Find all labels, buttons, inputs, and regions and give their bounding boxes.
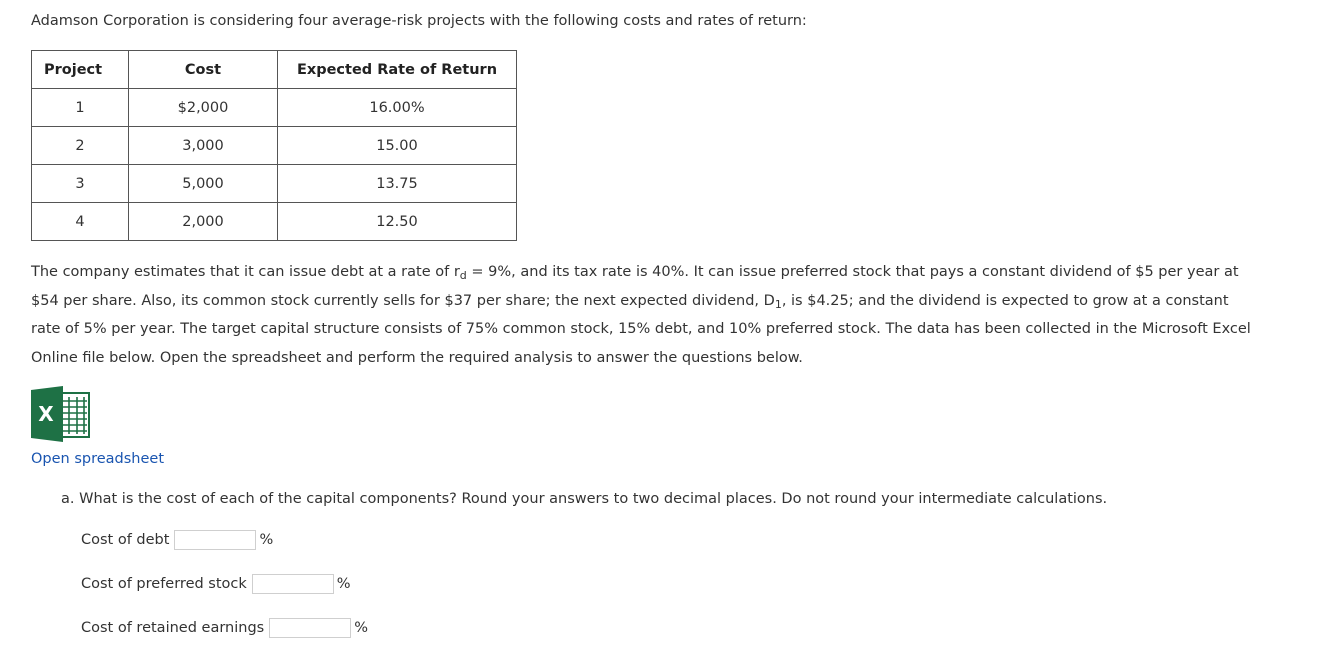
cell-cost: 2,000 [129, 203, 278, 241]
table-row [32, 127, 517, 165]
paragraph-text: $54 per share. Also, its common stock currently sells for $37 per share; the next expected dividend, D [31, 292, 775, 309]
header-expected-return: Expected Rate of Return [278, 51, 517, 89]
cost-of-retained-input[interactable] [269, 618, 351, 638]
cost-of-retained-row [81, 616, 368, 640]
paragraph-text: , is $4.25; and the dividend is expected to grow at a constant [781, 292, 1229, 309]
percent-sign: % [354, 620, 368, 636]
cost-of-retained-label: Cost of retained earnings [81, 620, 265, 636]
cell-cost: 5,000 [129, 165, 278, 203]
percent-sign: % [259, 532, 274, 548]
table-row [32, 89, 517, 127]
cell-return: 16.00% [278, 89, 517, 127]
subscript-1: 1 [774, 297, 782, 311]
paragraph-text: = 9%, and its tax rate is 40%. It can issue preferred stock that pays a constant dividend of $5 per year at [466, 264, 1239, 280]
cell-cost: $2,000 [129, 89, 278, 127]
problem-paragraph [31, 258, 1321, 372]
question-a: a. What is the cost of each of the capital components? Round your answers to two decimal places. Do not round your intermediate calculations. [61, 491, 1108, 507]
paragraph-line [31, 258, 1321, 287]
header-cost: Cost [129, 51, 278, 89]
header-project: Project [32, 51, 129, 89]
subscript-d: d [459, 269, 467, 282]
table-header-row [32, 51, 517, 89]
cell-project: 4 [32, 203, 129, 241]
cost-of-debt-input[interactable] [174, 530, 256, 550]
paragraph-line: rate of 5% per year. The target capital structure consists of 75% common stock, 15% debt, and 10% preferred stock. The data has been collected in the Microsoft Excel [31, 321, 1251, 337]
cell-cost: 3,000 [129, 127, 278, 165]
cost-of-preferred-label: Cost of preferred stock [81, 576, 247, 592]
cell-project: 3 [32, 165, 129, 203]
table-row [32, 165, 517, 203]
percent-sign: % [336, 576, 351, 592]
paragraph-line: Online file below. Open the spreadsheet and perform the required analysis to answer the questions below. [31, 349, 803, 366]
excel-icon[interactable] [31, 386, 91, 442]
cost-of-debt-row [81, 528, 273, 552]
cell-return: 12.50 [278, 203, 517, 241]
cost-of-preferred-input[interactable] [252, 574, 334, 594]
svg-text:X: X [38, 402, 54, 426]
cell-project: 1 [32, 89, 129, 127]
table-row [32, 203, 517, 241]
open-spreadsheet-link[interactable]: Open spreadsheet [31, 451, 165, 467]
cost-of-debt-label: Cost of debt [81, 532, 170, 548]
intro-text: Adamson Corporation is considering four average-risk projects with the following costs and rates of return: [31, 13, 807, 29]
cell-return: 13.75 [278, 165, 517, 203]
projects-table [31, 50, 517, 241]
paragraph-text: The company estimates that it can issue debt at a rate of r [31, 264, 460, 280]
cell-project: 2 [32, 127, 129, 165]
paragraph-line [31, 287, 1321, 316]
cell-return: 15.00 [278, 127, 517, 165]
cost-of-preferred-row [81, 572, 351, 596]
